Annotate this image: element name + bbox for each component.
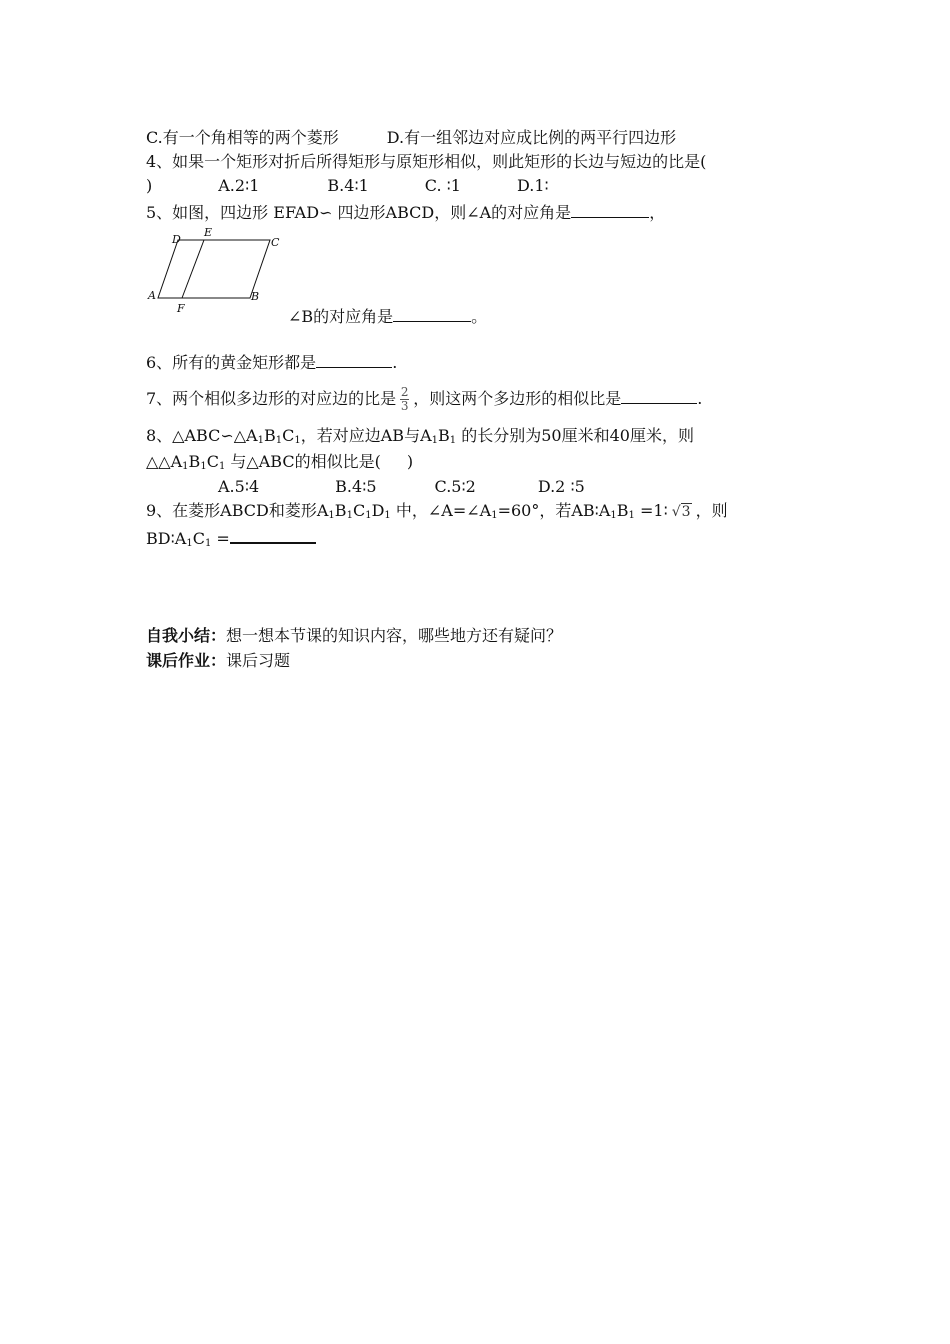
fraction-numerator: 2 bbox=[400, 385, 409, 399]
q8-option-c: C.5∶2 bbox=[434, 477, 476, 496]
label-a: A bbox=[148, 289, 156, 302]
q3-option-d: D.有一组邻边对应成比例的两平行四边形 bbox=[386, 128, 677, 147]
label-d: D bbox=[172, 233, 181, 246]
q8-option-b: B.4∶5 bbox=[335, 477, 377, 496]
q4-option-c: C. ∶1 bbox=[424, 176, 461, 195]
q6-blank bbox=[316, 351, 392, 368]
homework-text: 课后习题 bbox=[226, 651, 291, 670]
homework bbox=[146, 650, 290, 672]
q9-line-1: 9、在菱形ABCD和菱形$A_1B_1C_1D_1$ 中，$\angle A=\angle A_1=60^\circ$，若$AB∶A_1B_1$ =1∶ √3 ，则 bbox=[146, 501, 728, 521]
q4-options bbox=[146, 175, 549, 197]
q4-stem: 4、如果一个矩形对折后所得矩形与原矩形相似，则此矩形的长边与短边的比是( bbox=[146, 152, 707, 171]
q8-option-d: D.2 ∶5 bbox=[537, 477, 585, 496]
label-c: C bbox=[271, 236, 280, 249]
q4-option-d: D.1∶ bbox=[516, 176, 549, 195]
q4-paren-close: ) bbox=[146, 176, 153, 195]
q5-blank-2 bbox=[393, 305, 471, 322]
segment-ef bbox=[182, 240, 204, 298]
label-b: B bbox=[251, 290, 260, 303]
q5-blank-1 bbox=[571, 201, 649, 218]
q7-blank bbox=[621, 387, 697, 404]
q8-line-1: 8、$\triangle ABC∽\triangle A_1B_1C_1$，若对应边AB与$A_1B_1$ 的长分别为50厘米和40厘米，则 bbox=[146, 426, 694, 446]
parallelogram-figure bbox=[146, 226, 286, 318]
sqrt-three: √3 bbox=[671, 504, 691, 520]
self-summary bbox=[146, 625, 562, 647]
q9-line-2: $BD∶A_1C_1$ = bbox=[146, 526, 316, 550]
q4-option-a: A.2∶1 bbox=[218, 176, 260, 195]
label-f: F bbox=[177, 302, 185, 315]
self-summary-label: 自我小结： bbox=[146, 626, 227, 645]
q8-option-a: A.5∶4 bbox=[218, 477, 260, 496]
q5-second-part: ∠B的对应角是 。 bbox=[288, 307, 488, 326]
q7: 7、两个相似多边形的对应边的比是 $\frac{2}{3}$ ，则这两个多边形的相似比是 . bbox=[146, 385, 703, 413]
q3-option-c: C.有一个角相等的两个菱形 bbox=[146, 128, 339, 147]
q5-stem: 5、如图，四边形 EFAD∽ 四边形ABCD，则∠A的对应角是 ， bbox=[146, 203, 666, 222]
fraction-denominator: 3 bbox=[400, 399, 409, 413]
fraction-two-thirds bbox=[400, 386, 409, 413]
q4-option-b: B.4∶1 bbox=[327, 176, 369, 195]
q3-options bbox=[146, 127, 676, 149]
q8-line-2: $\triangle\triangle A_1B_1C_1$ 与△ABC的相似比是( ) bbox=[146, 452, 414, 472]
q9-blank bbox=[230, 526, 316, 544]
self-summary-text: 想一想本节课的知识内容，哪些地方还有疑问？ bbox=[226, 626, 563, 645]
label-e: E bbox=[204, 226, 213, 239]
q8-options bbox=[146, 476, 585, 498]
homework-label: 课后作业： bbox=[146, 651, 227, 670]
q6: 6、所有的黄金矩形都是 . bbox=[146, 353, 398, 372]
